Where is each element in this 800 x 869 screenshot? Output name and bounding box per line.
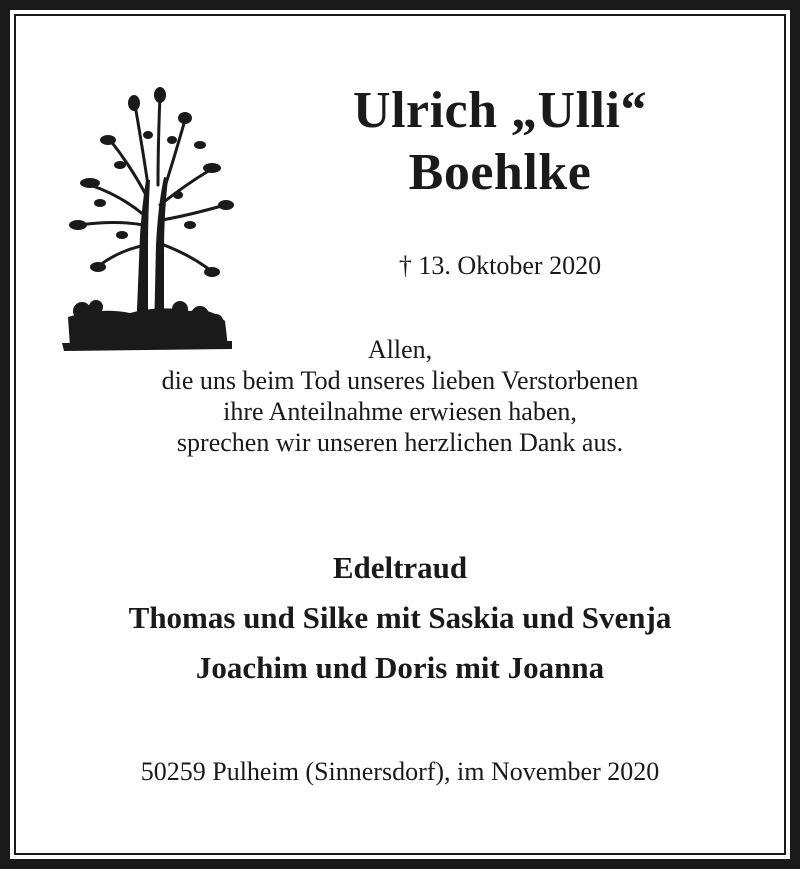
deceased-name-line-1: Ulrich „Ulli“	[353, 82, 647, 139]
thanks-line: ihre Anteilnahme erwiesen haben,	[223, 397, 577, 426]
family-signatures	[40, 543, 760, 693]
deceased-name-line-2: Boehlke	[408, 144, 592, 201]
family-line: Edeltraud	[332, 550, 468, 585]
thanks-line: Allen,	[367, 335, 433, 364]
thanks-line: die uns beim Tod unseres lieben Verstorbenen	[161, 366, 639, 395]
death-date: † 13. Oktober 2020	[398, 251, 602, 280]
deceased-name	[290, 80, 710, 204]
family-line: Thomas und Silke mit Saskia und Svenja	[128, 600, 672, 635]
tree-illustration-icon	[60, 85, 240, 355]
family-line: Joachim und Doris mit Joanna	[195, 650, 605, 685]
place-and-date: 50259 Pulheim (Sinnersdorf), im November 2020	[140, 757, 660, 786]
thanks-line: sprechen wir unseren herzlichen Dank aus.	[176, 428, 624, 457]
thanks-message	[60, 334, 740, 458]
